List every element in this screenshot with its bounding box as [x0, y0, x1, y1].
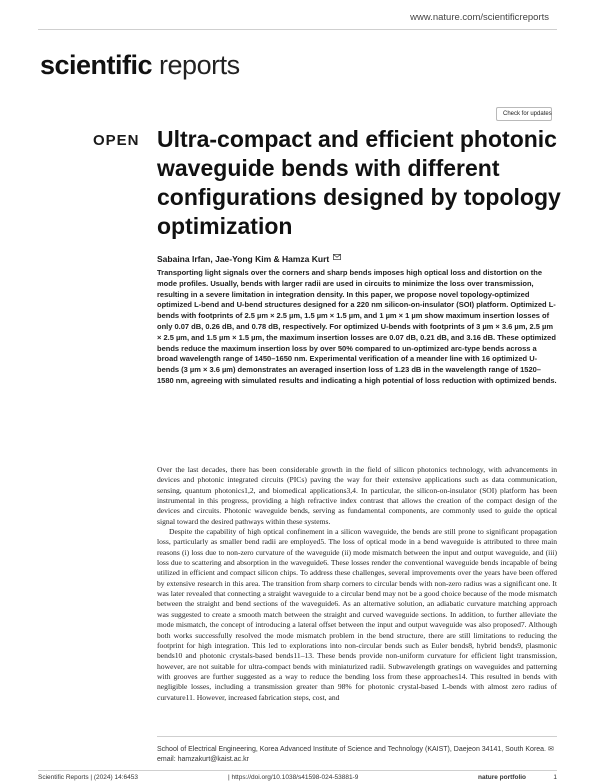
page-number: 1: [553, 774, 557, 781]
article-body: [157, 465, 557, 703]
footer-journal: Scientific Reports |: [38, 774, 93, 781]
envelope-icon[interactable]: [333, 254, 341, 260]
journal-name-regular: reports: [159, 50, 240, 80]
footer-divider: [38, 770, 557, 771]
body-paragraph-2: Despite the capability of high optical confinement in a silicon waveguide, the bends are still prone to significant propagation loss, particularly as smaller bend radii are employed5. The loss of optical mode in a bend waveguide is attributed to three main reasons (i) loss due to non-zero curvature of the waveguide (ii) mode mismatch between the input and output waveguide, and (iii) loss due to scattering and absorption in the waveguide6. These losses render the conventional waveguide bends incapable of being utilized in efficient and compact silicon chips. To address these challenges, several improvements over the years have been offered by extensive research in this area. The transition from sharp corners to circular bends with non-zero radius was a significant one. It was later revealed that connecting a straight waveguide to a circular bend may not be a good choice because of the mode mismatch between the straight and bend sections of the waveguide6. As an alternative solution, an adiabatic curvature matching approach was suggested to create a smooth match between the straight and curved waveguide sections. In addition, to further alleviate the mode mismatch, the concept of introducing a lateral offset between the input and output waveguide was also proposed7. Although both works successfully resolved the mode mismatch problem in the bend structure, there are still limitations to reducing the footprint for high integration. This led to explorations into non-circular bends such as Euler bends8, hybrid bends9, plasmonic bends10 and photonic crystals-based bends11–13. These bends provide non-uniform curvature for efficient light transmission, however, are not suitable for ultra-compact bends with miniaturized radii. Subwavelength gratings on waveguides and patterning with grooves are further suggested as a way to reduce the bending loss from these approaches14. This resulted in bends with negligible losses, including a transmission greater than 98% for photonic crystal-based L-bends with almost zero radius of curvature11. However, increased fabrication steps, cost, and: [157, 527, 557, 702]
body-paragraph-1: Over the last decades, there has been considerable growth in the field of silicon photonics technology, with advancements in devices and photonic integrated circuits (PICs) paving the way for their extensive applications such as data communication, sensing, quantum photonics1,2, and biomedical applications3,4. In particular, the silicon-on-insulator (SOI) platform has been instrumental in this progress, providing a high refractive index contrast that allows the creation of the compact design of the devices and circuits. Photonic waveguide bends, serving as fundamental components, are commonly used to guide the optical signal toward the desired pathways within these systems.: [157, 465, 557, 526]
page-footer: [38, 774, 557, 782]
check-updates-label: Check for updates: [503, 111, 552, 117]
open-access-label: OPEN: [93, 132, 140, 149]
footer-year-volume: (2024) 14:6453: [93, 774, 138, 781]
footer-citation: [38, 774, 138, 781]
article-title: Ultra-compact and efficient photonic waveguide bends with different configurations designed by topology optimization: [157, 126, 561, 239]
affiliation: School of Electrical Engineering, Korea Advanced Institute of Science and Technology (KAIST), Daejeon 34141, South Korea. ✉email: hamzakurt@kaist.ac.kr: [157, 746, 554, 763]
footer-doi-link[interactable]: | https://doi.org/10.1038/s41598-024-53881-9: [228, 774, 359, 781]
journal-url[interactable]: www.nature.com/scientificreports: [410, 12, 549, 23]
author-list: [157, 254, 341, 264]
abstract: Transporting light signals over the corners and sharp bends imposes high optical loss and distortion on the mode profiles. Usually, bends with larger radii are used in circuits to minimize the loss over transmission, resulting in a severe limitation in integration density. In this paper, we propose novel topology-optimized optimized L-bend and U-bend structures designed for a 220 nm silicon-on-insulator (SOI) platform. Optimized L-bends with footprints of 2.5 µm × 2.5 µm, 1.5 µm × 1.5 µm, and 1 µm × 1 µm show maximum insertion losses of only 0.07 dB, 0.26 dB, and 0.78 dB, respectively. For optimized U-bends with footprints of 3 µm × 3.6 µm, 2.5 µm × 2.5 µm, and 1.5 µm × 1.5 µm, the maximum insertion losses are 0.07 dB, 0.21 dB, and 3.16 dB. These optimized bends reduce the maximum insertion loss by over 50% compared to un-optimized arc-type bends across a broad wavelength range of 1450–1650 nm. Experimental verification of a meander line with 16 optimized U-bends (3 µm × 3.6 µm) demonstrates an averaged insertion loss of 1.23 dB in the wavelength range of 1520–1580 nm, agreeing with simulated results and indicating a high potential of loss reduction with optimized bends.: [157, 268, 557, 385]
affiliation-divider: [157, 736, 557, 737]
nature-portfolio-logo: nature portfolio: [478, 774, 527, 781]
journal-logo: [40, 50, 240, 81]
check-for-updates-button[interactable]: [496, 107, 552, 121]
header-divider: [38, 29, 557, 30]
journal-name-bold: scientific: [40, 50, 153, 80]
authors-text[interactable]: Sabaina Irfan, Jae-Yong Kim & Hamza Kurt: [157, 254, 330, 264]
